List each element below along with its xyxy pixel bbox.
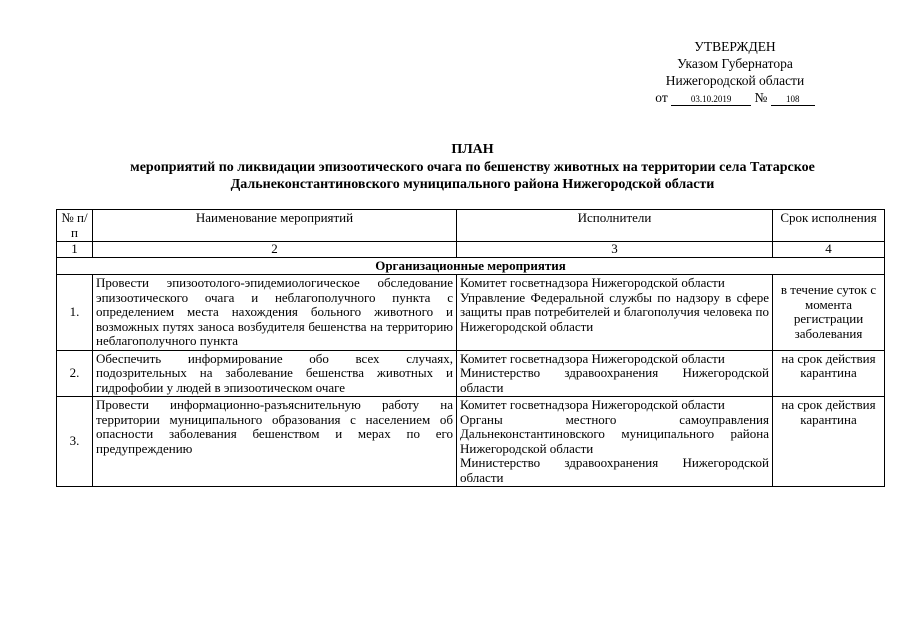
approval-date: 03.10.2019	[671, 93, 751, 106]
header-name: Наименование мероприятий	[93, 210, 457, 242]
approval-stamp	[610, 38, 860, 106]
document-subtitle-line2: Дальнеконстантиновского муниципального района Нижегородской области	[230, 177, 715, 192]
column-number: 4	[773, 242, 885, 258]
header-deadline: Срок исполнения	[773, 210, 885, 242]
executor: Органы местного самоуправления Дальнеконстантиновского муниципального района Нижегородской области	[460, 411, 769, 456]
column-number-row	[57, 242, 885, 258]
executor: Комитет госветнадзора Нижегородской области	[460, 275, 725, 290]
row-number: 1.	[57, 275, 93, 351]
row-number: 3.	[57, 397, 93, 487]
approval-date-number	[610, 89, 860, 106]
document-subtitle-line1: мероприятий по ликвидации эпизоотического очага по бешенству животных на территории села Татарское	[130, 159, 815, 175]
executor: Министерство здравоохранения Нижегородской области	[460, 455, 769, 485]
row-executors	[457, 397, 773, 487]
row-name: Провести эпизоотолого-эпидемиологическое обследование эпизоотического очага и неблагополучного пункта с определением места нахождения больного животного и возможных путях заноса возбудителя бешенства на территорию неблагополучного пункта	[93, 275, 457, 351]
column-number: 2	[93, 242, 457, 258]
row-executors	[457, 275, 773, 351]
row-executors	[457, 350, 773, 397]
from-label: от	[655, 90, 668, 105]
table-header-row	[57, 210, 885, 242]
number-label: №	[754, 90, 768, 105]
column-number: 3	[457, 242, 773, 258]
plan-table	[56, 209, 885, 487]
document-heading	[40, 141, 905, 194]
column-number: 1	[57, 242, 93, 258]
table-row	[57, 397, 885, 487]
executor: Управление Федеральной службы по надзору в сфере защиты прав потребителей и благополучия человека по Нижегородской области	[460, 289, 769, 334]
document-title: ПЛАН	[451, 142, 494, 157]
header-executors: Исполнители	[457, 210, 773, 242]
row-deadline: в течение суток с момента регистрации заболевания	[773, 275, 885, 351]
row-name: Провести информационно-разъяснительную работу на территории муниципального образования с населением об опасности заболевания бешенством и мерах по его предупреждению	[93, 397, 457, 487]
approval-number: 108	[771, 93, 815, 106]
approval-region: Нижегородской области	[665, 73, 805, 88]
row-deadline: на срок действия карантина	[773, 350, 885, 397]
row-deadline: на срок действия карантина	[773, 397, 885, 487]
executor: Министерство здравоохранения Нижегородской области	[460, 365, 769, 395]
table-row	[57, 275, 885, 351]
section-title: Организационные мероприятия	[57, 257, 885, 275]
approval-title: УТВЕРЖДЕН	[694, 39, 776, 54]
table-row	[57, 350, 885, 397]
section-row	[57, 257, 885, 275]
header-num: № п/п	[57, 210, 93, 242]
executor: Комитет госветнадзора Нижегородской области	[460, 350, 725, 366]
row-number: 2.	[57, 350, 93, 397]
executor: Комитет госветнадзора Нижегородской области	[460, 397, 725, 412]
row-name: Обеспечить информирование обо всех случаях, подозрительных на заболевание бешенства животных и гидрофобии у людей в эпизоотическом очаге	[93, 350, 457, 397]
approval-by: Указом Губернатора	[677, 56, 793, 71]
